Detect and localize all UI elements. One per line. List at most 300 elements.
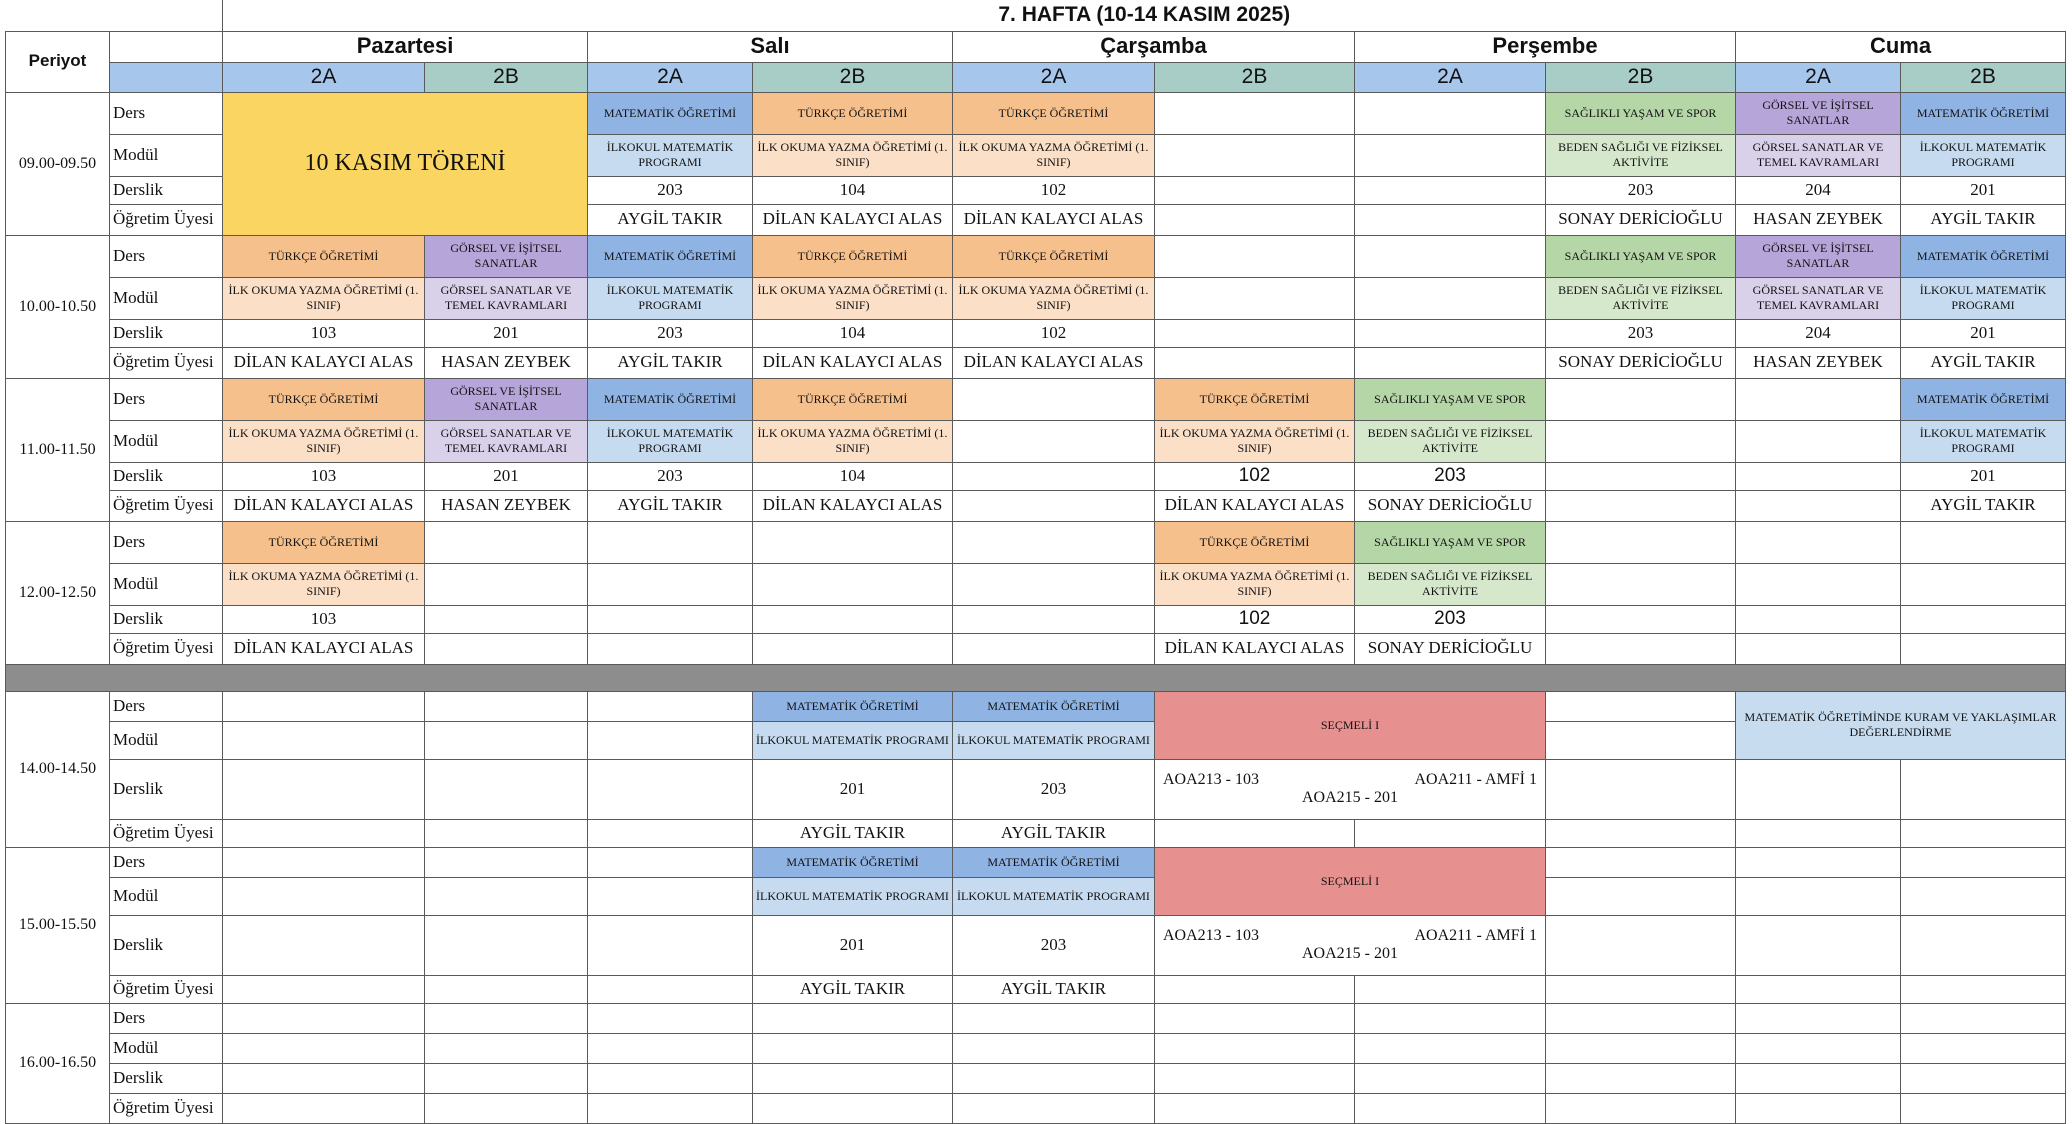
periyot-header: Periyot [6, 31, 110, 92]
kuram-block: MATEMATİK ÖĞRETİMİNDE KURAM VE YAKLAŞIMLAR DEĞERLENDİRME [1736, 691, 2066, 759]
empty-cell [1155, 92, 1355, 134]
empty-cell [953, 378, 1155, 420]
empty-cell [425, 691, 588, 721]
module-cell: GÖRSEL SANATLAR VE TEMEL KAVRAMLARI [1736, 134, 1901, 176]
room-cell: 201 [1901, 319, 2066, 347]
empty-cell [1736, 759, 1901, 819]
room-cell: 102 [1155, 462, 1355, 490]
empty-cell [223, 975, 425, 1003]
empty-cell [1546, 490, 1736, 521]
module-cell: İLK OKUMA YAZMA ÖĞRETİMİ (1. SINIF) [1155, 420, 1355, 462]
row-label: Modül [110, 721, 223, 759]
teacher-cell: HASAN ZEYBEK [1736, 204, 1901, 235]
empty-cell [425, 819, 588, 847]
empty-cell [1546, 877, 1736, 915]
empty-cell [425, 915, 588, 975]
elective-room: AOA213 - 103 [1163, 770, 1259, 788]
empty-cell [588, 847, 753, 877]
row-label: Ders [110, 691, 223, 721]
empty-cell [223, 1003, 425, 1033]
module-cell: İLKOKUL MATEMATİK PROGRAMI [588, 277, 753, 319]
row-label: Derslik [110, 759, 223, 819]
period-label: 15.00-15.50 [6, 847, 110, 1003]
group-header: 2A [953, 62, 1155, 92]
empty-cell [753, 1033, 953, 1063]
empty-cell [588, 1003, 753, 1033]
empty-cell [1155, 277, 1355, 319]
room-cell: 104 [753, 462, 953, 490]
course-cell: MATEMATİK ÖĞRETİMİ [588, 378, 753, 420]
empty-cell [1546, 563, 1736, 605]
row-label: Modül [110, 277, 223, 319]
empty-cell [1355, 319, 1546, 347]
teacher-cell: AYGİL TAKIR [588, 347, 753, 378]
module-cell: İLK OKUMA YAZMA ÖĞRETİMİ (1. SINIF) [1155, 563, 1355, 605]
day-header-2: Çarşamba [953, 31, 1355, 62]
module-cell: BEDEN SAĞLIĞI VE FİZİKSEL AKTİVİTE [1546, 134, 1736, 176]
row-label: Derslik [110, 176, 223, 204]
empty-cell [223, 759, 425, 819]
empty-cell [953, 633, 1155, 664]
empty-cell [223, 915, 425, 975]
empty-cell [1355, 277, 1546, 319]
empty-cell [953, 1003, 1155, 1033]
teacher-cell: AYGİL TAKIR [953, 975, 1155, 1003]
teacher-cell: SONAY DERİCİOĞLU [1355, 490, 1546, 521]
empty-cell [1901, 1093, 2066, 1123]
course-cell: MATEMATİK ÖĞRETİMİ [953, 691, 1155, 721]
empty-cell [753, 1063, 953, 1093]
elective-rooms-line [1157, 771, 1543, 789]
room-cell: 201 [753, 759, 953, 819]
group-header: 2A [1736, 62, 1901, 92]
module-cell: İLK OKUMA YAZMA ÖĞRETİMİ (1. SINIF) [223, 420, 425, 462]
module-cell: İLKOKUL MATEMATİK PROGRAMI [1901, 420, 2066, 462]
module-cell: İLK OKUMA YAZMA ÖĞRETİMİ (1. SINIF) [223, 563, 425, 605]
group-header: 2B [1901, 62, 2066, 92]
room-cell: 104 [753, 319, 953, 347]
empty-cell [1901, 759, 2066, 819]
row-label: Modül [110, 1033, 223, 1063]
room-cell: 203 [953, 759, 1155, 819]
teacher-cell: AYGİL TAKIR [1901, 347, 2066, 378]
empty-cell [1155, 1033, 1355, 1063]
teacher-cell: DİLAN KALAYCI ALAS [223, 633, 425, 664]
empty-cell [953, 420, 1155, 462]
empty-cell [1736, 1033, 1901, 1063]
room-cell: 203 [588, 319, 753, 347]
empty-cell [425, 721, 588, 759]
empty-cell [1736, 915, 1901, 975]
elective-block: SEÇMELİ I [1155, 691, 1546, 759]
row-label: Derslik [110, 462, 223, 490]
row-label: Ders [110, 847, 223, 877]
teacher-cell: AYGİL TAKIR [1901, 490, 2066, 521]
course-cell: SAĞLIKLI YAŞAM VE SPOR [1355, 521, 1546, 563]
empty-cell [588, 521, 753, 563]
day-header-0: Pazartesi [223, 31, 588, 62]
elective-block: SEÇMELİ I [1155, 847, 1546, 915]
room-cell: 201 [1901, 176, 2066, 204]
empty-cell [1546, 721, 1736, 759]
row-label: Modül [110, 420, 223, 462]
teacher-cell: DİLAN KALAYCI ALAS [1155, 490, 1355, 521]
course-cell: MATEMATİK ÖĞRETİMİ [1901, 378, 2066, 420]
empty-cell [588, 605, 753, 633]
empty-cell [1355, 1063, 1546, 1093]
room-cell: 203 [1355, 605, 1546, 633]
empty-cell [753, 633, 953, 664]
empty-cell [1546, 1003, 1736, 1033]
ceremony-block: 10 KASIM TÖRENİ [223, 92, 588, 235]
teacher-cell: SONAY DERİCİOĞLU [1546, 347, 1736, 378]
course-cell: GÖRSEL VE İŞİTSEL SANATLAR [425, 378, 588, 420]
course-cell: TÜRKÇE ÖĞRETİMİ [223, 378, 425, 420]
row-label: Derslik [110, 1063, 223, 1093]
period-label: 16.00-16.50 [6, 1003, 110, 1123]
empty-cell [1546, 847, 1736, 877]
empty-cell [1901, 605, 2066, 633]
empty-cell [1546, 420, 1736, 462]
room-cell: 201 [425, 319, 588, 347]
teacher-cell: DİLAN KALAYCI ALAS [223, 490, 425, 521]
module-cell: İLK OKUMA YAZMA ÖĞRETİMİ (1. SINIF) [953, 277, 1155, 319]
empty-cell [1355, 134, 1546, 176]
teacher-cell: SONAY DERİCİOĞLU [1546, 204, 1736, 235]
module-cell: İLK OKUMA YAZMA ÖĞRETİMİ (1. SINIF) [753, 134, 953, 176]
empty-cell [588, 1093, 753, 1123]
elective-room: AOA211 - AMFİ 1 [1414, 770, 1537, 788]
course-cell: MATEMATİK ÖĞRETİMİ [753, 847, 953, 877]
empty-cell [425, 1003, 588, 1033]
empty-cell [425, 877, 588, 915]
teacher-cell: SONAY DERİCİOĞLU [1355, 633, 1546, 664]
period-label: 12.00-12.50 [6, 521, 110, 664]
teacher-cell: AYGİL TAKIR [953, 819, 1155, 847]
empty-cell [223, 1093, 425, 1123]
empty-cell [1546, 378, 1736, 420]
empty-cell [1901, 563, 2066, 605]
row-label: Öğretim Üyesi [110, 975, 223, 1003]
empty-cell [588, 1033, 753, 1063]
empty-cell [1736, 462, 1901, 490]
empty-cell [1546, 975, 1736, 1003]
course-cell: MATEMATİK ÖĞRETİMİ [588, 235, 753, 277]
empty-cell [425, 605, 588, 633]
empty-cell [1901, 975, 2066, 1003]
module-cell: İLKOKUL MATEMATİK PROGRAMI [588, 420, 753, 462]
elective-room: AOA213 - 103 [1163, 926, 1259, 944]
row-label: Ders [110, 521, 223, 563]
empty-cell [1901, 915, 2066, 975]
empty-cell [1901, 877, 2066, 915]
group-header: 2B [1546, 62, 1736, 92]
course-cell: TÜRKÇE ÖĞRETİMİ [753, 235, 953, 277]
empty-cell [1546, 819, 1736, 847]
module-cell: İLKOKUL MATEMATİK PROGRAMI [953, 877, 1155, 915]
empty-cell [1901, 521, 2066, 563]
module-cell: İLK OKUMA YAZMA ÖĞRETİMİ (1. SINIF) [753, 420, 953, 462]
empty-cell [1546, 759, 1736, 819]
teacher-cell: HASAN ZEYBEK [1736, 347, 1901, 378]
empty-cell [1155, 176, 1355, 204]
elective-room: AOA215 - 201 [1302, 945, 1398, 962]
empty-cell [1155, 1003, 1355, 1033]
teacher-cell: HASAN ZEYBEK [425, 490, 588, 521]
row-label: Ders [110, 378, 223, 420]
room-cell: 201 [753, 915, 953, 975]
empty-cell [588, 633, 753, 664]
empty-cell [753, 521, 953, 563]
room-cell: 204 [1736, 319, 1901, 347]
empty-cell [1736, 605, 1901, 633]
empty-cell [223, 847, 425, 877]
group-header-blank [110, 62, 223, 92]
empty-cell [953, 1063, 1155, 1093]
empty-cell [1901, 633, 2066, 664]
empty-cell [1355, 819, 1546, 847]
row-label: Öğretim Üyesi [110, 633, 223, 664]
empty-cell [953, 1033, 1155, 1063]
room-cell: 203 [588, 462, 753, 490]
room-cell: 102 [953, 176, 1155, 204]
course-cell: TÜRKÇE ÖĞRETİMİ [1155, 378, 1355, 420]
elective-room: AOA211 - AMFİ 1 [1414, 926, 1537, 944]
empty-cell [1736, 633, 1901, 664]
course-cell: MATEMATİK ÖĞRETİMİ [1901, 235, 2066, 277]
day-header-3: Perşembe [1355, 31, 1736, 62]
empty-cell [1736, 819, 1901, 847]
room-cell: 102 [953, 319, 1155, 347]
module-cell: GÖRSEL SANATLAR VE TEMEL KAVRAMLARI [425, 420, 588, 462]
course-cell: TÜRKÇE ÖĞRETİMİ [753, 378, 953, 420]
empty-cell [425, 521, 588, 563]
row-label: Öğretim Üyesi [110, 347, 223, 378]
empty-cell [953, 563, 1155, 605]
empty-cell [223, 721, 425, 759]
module-cell: İLKOKUL MATEMATİK PROGRAMI [1901, 277, 2066, 319]
empty-cell [1155, 1093, 1355, 1123]
teacher-cell: DİLAN KALAYCI ALAS [1155, 633, 1355, 664]
day-header-1: Salı [588, 31, 953, 62]
empty-cell [1355, 975, 1546, 1003]
empty-cell [1355, 1003, 1546, 1033]
day-header-4: Cuma [1736, 31, 2066, 62]
teacher-cell: DİLAN KALAYCI ALAS [753, 204, 953, 235]
row-label: Modül [110, 877, 223, 915]
course-cell: GÖRSEL VE İŞİTSEL SANATLAR [425, 235, 588, 277]
group-header: 2A [223, 62, 425, 92]
empty-cell [753, 563, 953, 605]
module-cell: İLKOKUL MATEMATİK PROGRAMI [588, 134, 753, 176]
empty-cell [1546, 462, 1736, 490]
empty-cell [588, 759, 753, 819]
teacher-cell: DİLAN KALAYCI ALAS [953, 347, 1155, 378]
room-cell: 102 [1155, 605, 1355, 633]
row-label: Ders [110, 92, 223, 134]
group-header: 2B [425, 62, 588, 92]
empty-cell [425, 1063, 588, 1093]
empty-cell [223, 877, 425, 915]
empty-cell [1355, 1033, 1546, 1063]
empty-cell [1736, 975, 1901, 1003]
empty-cell [1736, 877, 1901, 915]
room-cell: 103 [223, 605, 425, 633]
empty-cell [1736, 490, 1901, 521]
teacher-cell: AYGİL TAKIR [753, 975, 953, 1003]
room-cell: 203 [1546, 176, 1736, 204]
empty-cell [223, 819, 425, 847]
module-cell: BEDEN SAĞLIĞI VE FİZİKSEL AKTİVİTE [1546, 277, 1736, 319]
group-header: 2A [1355, 62, 1546, 92]
course-cell: MATEMATİK ÖĞRETİMİ [588, 92, 753, 134]
empty-cell [1355, 347, 1546, 378]
empty-cell [1155, 134, 1355, 176]
empty-cell [1355, 204, 1546, 235]
empty-cell [1736, 1063, 1901, 1093]
empty-cell [1901, 1063, 2066, 1093]
room-cell: 201 [425, 462, 588, 490]
empty-cell [753, 1093, 953, 1123]
empty-cell [1155, 319, 1355, 347]
empty-cell [1546, 915, 1736, 975]
module-cell: GÖRSEL SANATLAR VE TEMEL KAVRAMLARI [1736, 277, 1901, 319]
empty-cell [425, 633, 588, 664]
empty-cell [1355, 176, 1546, 204]
row-label: Derslik [110, 605, 223, 633]
room-cell: 203 [1355, 462, 1546, 490]
empty-cell [1736, 420, 1901, 462]
course-cell: SAĞLIKLI YAŞAM VE SPOR [1546, 92, 1736, 134]
empty-cell [1155, 1063, 1355, 1093]
empty-cell [953, 605, 1155, 633]
row-label: Modül [110, 563, 223, 605]
course-cell: GÖRSEL VE İŞİTSEL SANATLAR [1736, 92, 1901, 134]
group-header: 2A [588, 62, 753, 92]
row-label: Derslik [110, 915, 223, 975]
course-cell: MATEMATİK ÖĞRETİMİ [753, 691, 953, 721]
elective-rooms [1155, 759, 1546, 819]
empty-cell [953, 462, 1155, 490]
row-label: Öğretim Üyesi [110, 490, 223, 521]
empty-cell [588, 1063, 753, 1093]
empty-cell [1546, 633, 1736, 664]
empty-cell [425, 1093, 588, 1123]
period-label: 11.00-11.50 [6, 378, 110, 521]
module-cell: İLKOKUL MATEMATİK PROGRAMI [953, 721, 1155, 759]
course-cell: SAĞLIKLI YAŞAM VE SPOR [1355, 378, 1546, 420]
room-cell: 203 [588, 176, 753, 204]
empty-cell [1155, 819, 1355, 847]
course-cell: TÜRKÇE ÖĞRETİMİ [223, 235, 425, 277]
empty-cell [1736, 521, 1901, 563]
empty-cell [1155, 975, 1355, 1003]
empty-cell [1736, 1093, 1901, 1123]
empty-cell [1901, 1033, 2066, 1063]
teacher-cell: AYGİL TAKIR [588, 204, 753, 235]
teacher-cell: AYGİL TAKIR [753, 819, 953, 847]
empty-cell [953, 490, 1155, 521]
empty-cell [588, 819, 753, 847]
empty-cell [953, 1093, 1155, 1123]
empty-cell [1546, 605, 1736, 633]
room-cell: 103 [223, 462, 425, 490]
empty-cell [1736, 847, 1901, 877]
module-cell: İLKOKUL MATEMATİK PROGRAMI [753, 721, 953, 759]
row-label: Derslik [110, 319, 223, 347]
teacher-cell: DİLAN KALAYCI ALAS [753, 347, 953, 378]
course-cell: TÜRKÇE ÖĞRETİMİ [1155, 521, 1355, 563]
empty-cell [425, 563, 588, 605]
module-cell: İLKOKUL MATEMATİK PROGRAMI [753, 877, 953, 915]
empty-cell [588, 975, 753, 1003]
lunch-break-row [6, 664, 2066, 691]
teacher-cell: DİLAN KALAYCI ALAS [223, 347, 425, 378]
empty-cell [1736, 1003, 1901, 1033]
period-label: 10.00-10.50 [6, 235, 110, 378]
module-cell: İLK OKUMA YAZMA ÖĞRETİMİ (1. SINIF) [953, 134, 1155, 176]
course-cell: TÜRKÇE ÖĞRETİMİ [953, 235, 1155, 277]
empty-cell [223, 1033, 425, 1063]
room-cell: 203 [953, 915, 1155, 975]
empty-cell [1901, 1003, 2066, 1033]
module-cell: GÖRSEL SANATLAR VE TEMEL KAVRAMLARI [425, 277, 588, 319]
course-cell: GÖRSEL VE İŞİTSEL SANATLAR [1736, 235, 1901, 277]
room-cell: 203 [1546, 319, 1736, 347]
empty-cell [753, 605, 953, 633]
empty-cell [588, 877, 753, 915]
course-cell: TÜRKÇE ÖĞRETİMİ [753, 92, 953, 134]
empty-cell [1736, 563, 1901, 605]
empty-cell [223, 1063, 425, 1093]
empty-cell [1155, 347, 1355, 378]
empty-cell [1546, 1093, 1736, 1123]
teacher-cell: HASAN ZEYBEK [425, 347, 588, 378]
empty-cell [1355, 92, 1546, 134]
empty-cell [1355, 1093, 1546, 1123]
empty-cell [588, 563, 753, 605]
empty-cell [1546, 1033, 1736, 1063]
row-label: Öğretim Üyesi [110, 204, 223, 235]
row-label: Ders [110, 1003, 223, 1033]
row-label: Modül [110, 134, 223, 176]
page-title: 7. HAFTA (10-14 KASIM 2025) [223, 0, 2066, 31]
empty-cell [1546, 1063, 1736, 1093]
empty-cell [1901, 847, 2066, 877]
empty-cell [223, 691, 425, 721]
teacher-cell: AYGİL TAKIR [588, 490, 753, 521]
room-cell: 103 [223, 319, 425, 347]
day-header-blank [110, 31, 223, 62]
elective-rooms-line [1157, 927, 1543, 945]
course-cell: MATEMATİK ÖĞRETİMİ [1901, 92, 2066, 134]
teacher-cell: DİLAN KALAYCI ALAS [953, 204, 1155, 235]
course-cell: MATEMATİK ÖĞRETİMİ [953, 847, 1155, 877]
room-cell: 201 [1901, 462, 2066, 490]
room-cell: 204 [1736, 176, 1901, 204]
empty-cell [1901, 819, 2066, 847]
module-cell: İLK OKUMA YAZMA ÖĞRETİMİ (1. SINIF) [223, 277, 425, 319]
empty-cell [1355, 235, 1546, 277]
course-cell: TÜRKÇE ÖĞRETİMİ [223, 521, 425, 563]
empty-cell [588, 691, 753, 721]
teacher-cell: AYGİL TAKIR [1901, 204, 2066, 235]
empty-cell [425, 759, 588, 819]
period-label: 14.00-14.50 [6, 691, 110, 847]
room-cell: 104 [753, 176, 953, 204]
elective-room: AOA215 - 201 [1302, 789, 1398, 806]
elective-rooms [1155, 915, 1546, 975]
